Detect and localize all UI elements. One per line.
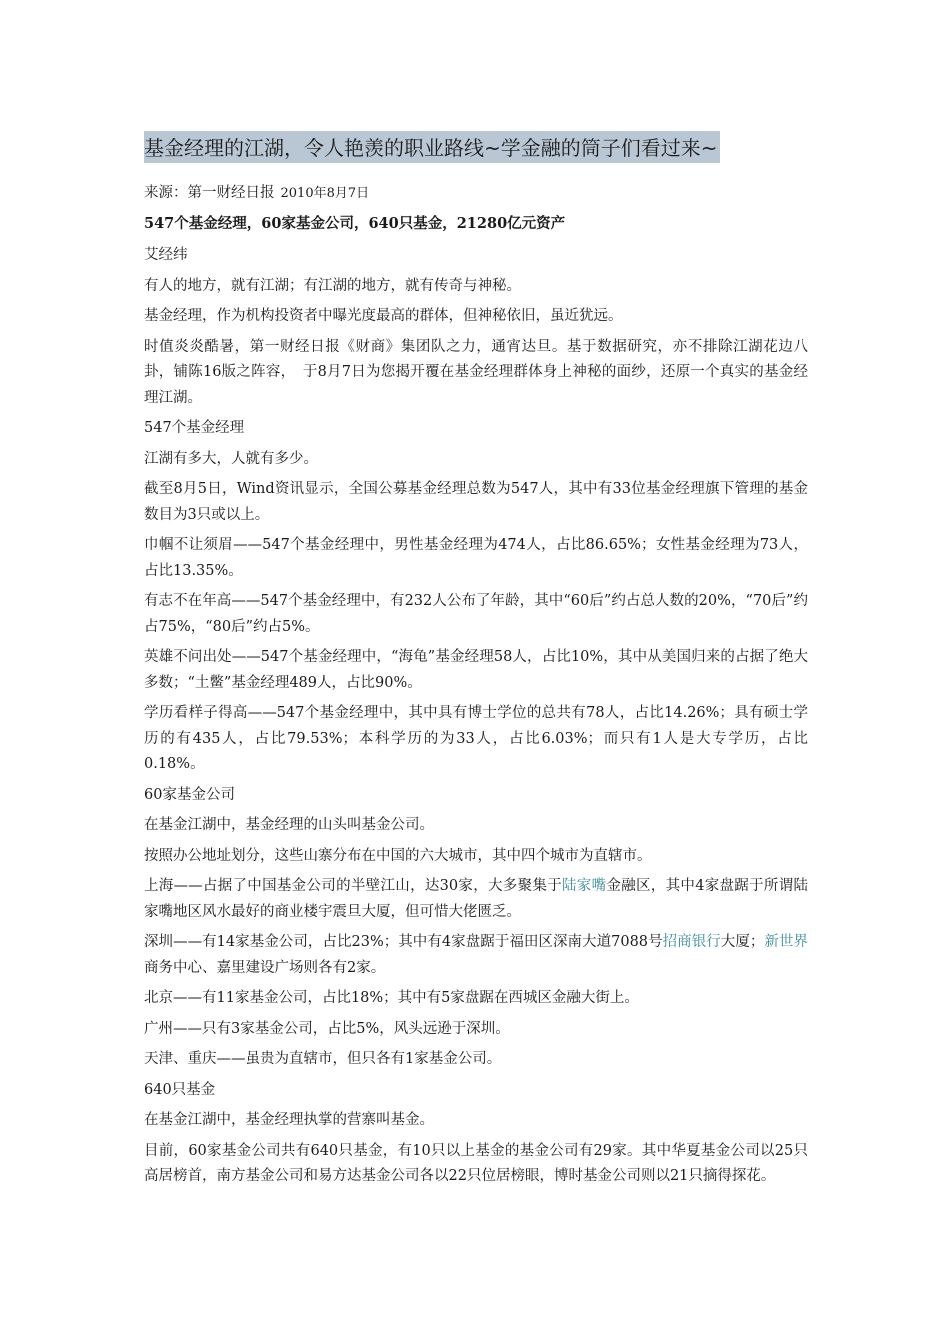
author-name: 艾经纬 [144,247,188,263]
source-label: 来源：第一财经日报 [144,185,275,201]
link-new-world[interactable]: 新世界 [764,934,809,950]
text-run: 大厦； [720,934,765,950]
paragraph: 在基金江湖中，基金经理的山头叫基金公司。 [144,817,434,833]
paragraph-shenzhen [144,930,808,981]
paragraph: 目前，60家基金公司共有640只基金，有10只以上基金的基金公司有29家。其中华夏基金公司以25只高居榜首，南方基金公司和易方达基金公司各以22只位居榜眼，博时基金公司则以21只摘得探花。 [144,1142,808,1184]
paragraph: 截至8月5日，Wind资讯显示，全国公募基金经理总数为547人，其中有33位基金经理旗下管理的基金数目为3只或以上。 [144,481,808,523]
article-title: 基金经理的江湖，令人艳羡的职业路线~学金融的筒子们看过来~ [144,131,720,163]
paragraph: 江湖有多大，人就有多少。 [144,450,318,467]
paragraph-shanghai [144,874,808,925]
paragraph: 天津、重庆——虽贵为直辖市，但只各有1家基金公司。 [144,1051,502,1067]
paragraph: 北京——有11家基金公司，占比18%；其中有5家盘踞在西城区金融大街上。 [144,990,639,1006]
article [144,131,808,1195]
paragraph: 学历看样子得高——547个基金经理中，其中具有博士学位的总共有78人，占比14.26%；具有硕士学历的有435人，占比79.53%；本科学历的为33人，占比6.03%；而只有1人是大专学历，占比0.18%。 [144,705,808,772]
link-china-merchants-bank[interactable]: 招商银行 [662,934,721,950]
paragraph: 广州——只有3家基金公司，占比5%，风头远逊于深圳。 [144,1020,510,1037]
paragraph: 基金经理，作为机构投资者中曝光度最高的群体，但神秘依旧，虽近犹远。 [144,308,623,324]
article-subheadline: 547个基金经理，60家基金公司，640只基金，21280亿元资产 [144,215,566,232]
section-heading-funds: 640只基金 [144,1081,216,1098]
text-run: 商务中心、嘉里建设广场则各有2家。 [144,959,386,976]
paragraph: 在基金江湖中，基金经理执掌的营寨叫基金。 [144,1112,434,1128]
paragraph: 时值炎炎酷暑，第一财经日报《财商》集团队之力，通宵达旦。基于数据研究，亦不排除江湖花边八卦，铺陈16版之阵容， 于8月7日为您揭开覆在基金经理群体身上神秘的面纱，还原一个真实的基金经理江湖。 [144,338,808,406]
article-source [144,181,808,206]
text-run: 金融区，其中4家盘踞于所谓陆家嘴地区风水最好的商业楼宇震旦大厦，但可惜大佬匮乏。 [144,878,809,920]
paragraph: 巾帼不让须眉——547个基金经理中，男性基金经理为474人，占比86.65%；女性基金经理为73人，占比13.35%。 [144,537,808,579]
publish-date: 2010年8月7日 [280,186,370,201]
paragraph: 有人的地方，就有江湖；有江湖的地方，就有传奇与神秘。 [144,277,521,294]
paragraph: 按照办公地址划分，这些山寨分布在中国的六大城市，其中四个城市为直辖市。 [144,847,652,864]
section-heading-managers: 547个基金经理 [144,420,245,436]
text-run: 深圳——有14家基金公司，占比23%；其中有4家盘踞于福田区深南大道7088号 [144,934,663,950]
link-lujiazui[interactable]: 陆家嘴 [562,878,607,894]
text-run: 上海——占据了中国基金公司的半壁江山，达30家，大多聚集于 [144,878,562,894]
section-heading-companies: 60家基金公司 [144,786,235,803]
paragraph: 英雄不问出处——547个基金经理中，“海龟”基金经理58人，占比10%，其中从美国归来的占据了绝大多数；“土鳖”基金经理489人，占比90%。 [144,649,808,691]
paragraph: 有志不在年高——547个基金经理中，有232人公布了年龄，其中“60后”约占总人数的20%，“70后”约占75%，“80后”约占5%。 [144,593,808,635]
